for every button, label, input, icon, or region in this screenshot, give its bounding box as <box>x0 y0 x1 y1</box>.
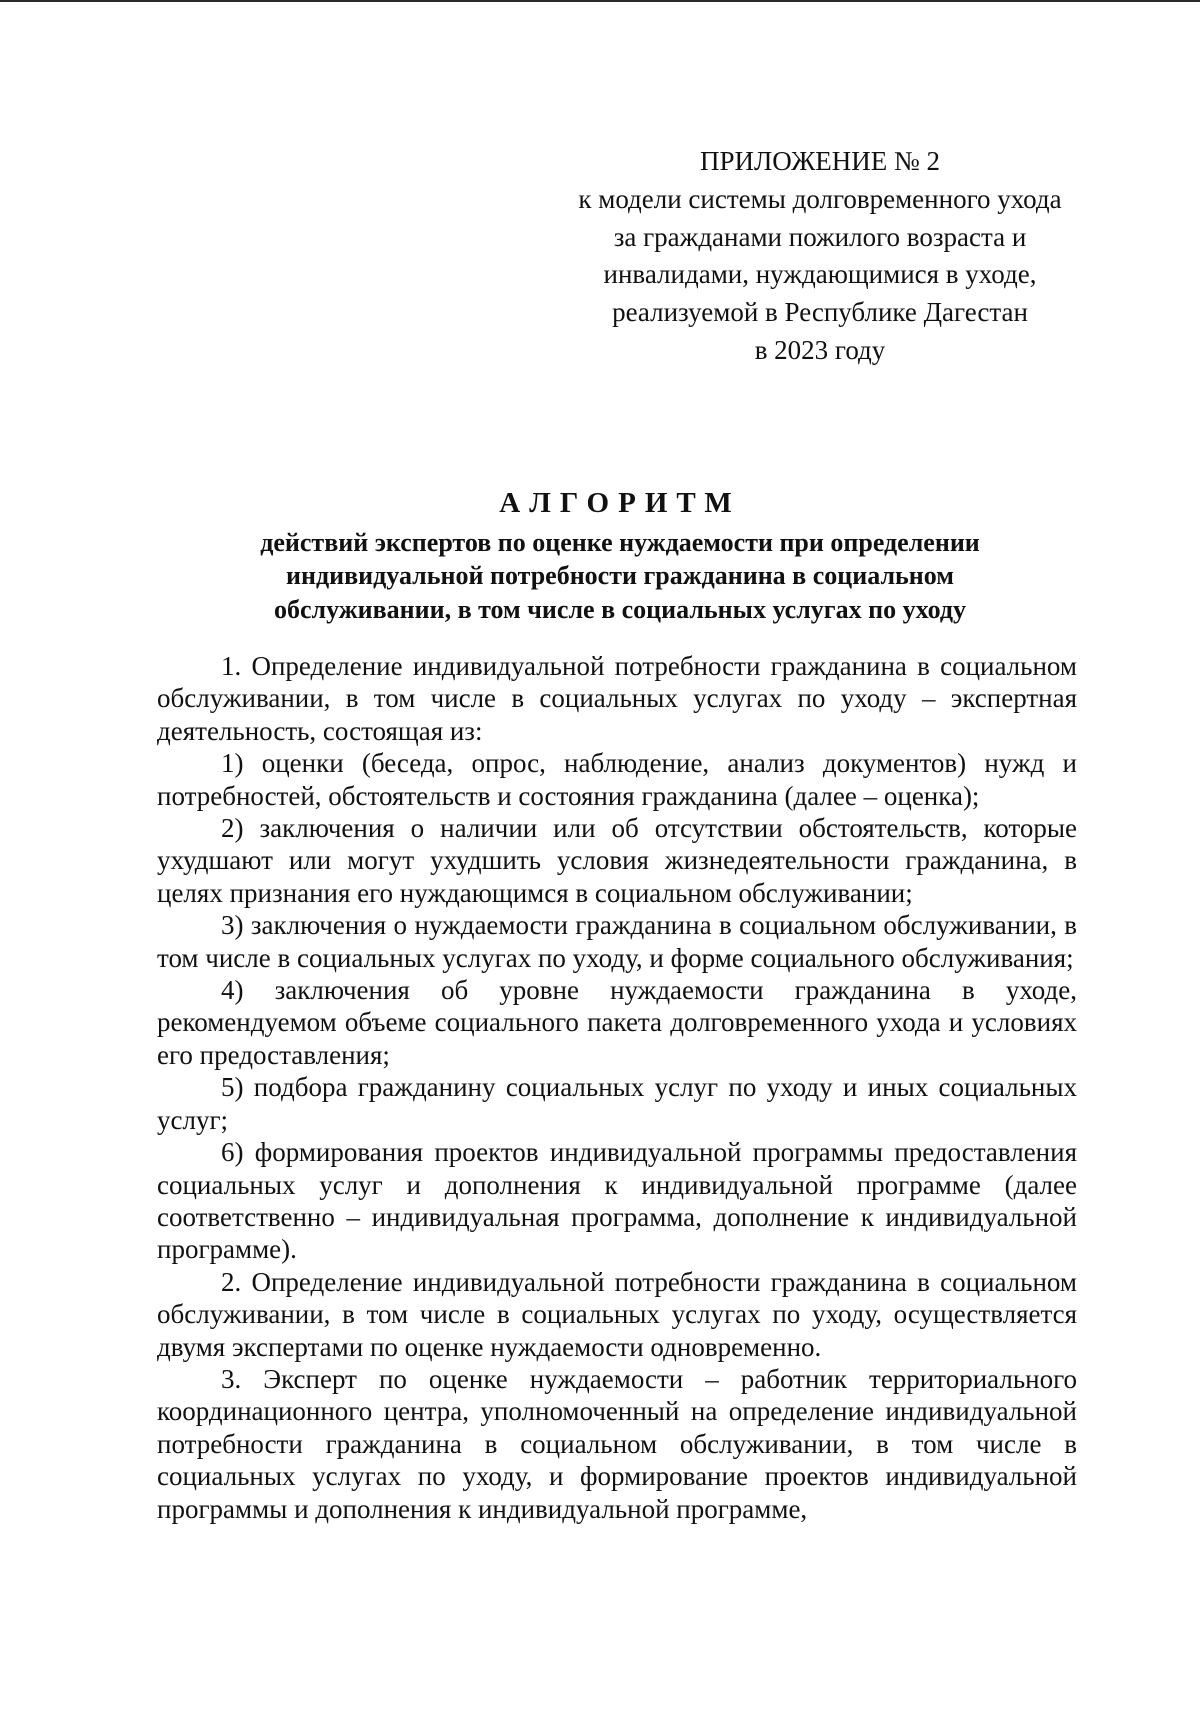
appendix-header <box>540 143 1100 370</box>
paragraph-1-item-1: 1) оценки (беседа, опрос, наблюдение, анализ документов) нужд и потребностей, обстоятельств и состояния гражданина (далее – оценка); <box>157 748 1077 811</box>
paragraph-1-item-6: 6) формирования проектов индивидуальной программы предоставления социальных услуг и дополнения к индивидуальной программе (далее соответственно – индивидуальная программа, дополнение к индивидуальной программе). <box>157 1137 1077 1265</box>
document-title <box>160 487 1080 626</box>
appendix-line: в 2023 году <box>754 334 886 365</box>
paragraph-1-item-4: 4) заключения об уровне нуждаемости гражданина в уходе, рекомендуемом объеме социального пакета долговременного ухода и условиях его предоставления; <box>157 975 1077 1070</box>
paragraph-1-item-2: 2) заключения о наличии или об отсутствии обстоятельств, которые ухудшают или могут ухудшить условия жизнедеятельности гражданина, в целях признания его нуждающимся в социальном обслуживании; <box>157 813 1077 908</box>
title-main: АЛГОРИТМ <box>499 487 741 519</box>
paragraph-3: 3. Эксперт по оценке нуждаемости – работник территориального координационного центра, уполномоченный на определение индивидуальной потребности гражданина в социальном обслуживании, в том числе в социальных услугах по уходу, и формирование проектов индивидуальной программы и дополнения к индивидуальной программе, <box>157 1363 1077 1524</box>
paragraph-1-item-3: 3) заключения о нуждаемости гражданина в социальном обслуживании, в том числе в социальных услугах по уходу, и форме социального обслуживания; <box>157 910 1077 973</box>
paragraph-1-item-5: 5) подбора гражданину социальных услуг по уходу и иных социальных услуг; <box>157 1072 1077 1135</box>
appendix-line: реализуемой в Республике Дагестан <box>612 297 1028 328</box>
appendix-line: к модели системы долговременного ухода <box>578 183 1062 214</box>
document-body <box>157 650 1077 1525</box>
appendix-line: инвалидами, нуждающимися в уходе, <box>603 259 1037 290</box>
paragraph-1: 1. Определение индивидуальной потребности гражданина в социальном обслуживании, в том числе в социальных услугах по уходу – экспертная деятельность, состоящая из: <box>157 651 1077 746</box>
page-top-border <box>0 0 1200 2</box>
title-subtitle-line: индивидуальной потребности гражданина в социальном <box>286 561 954 591</box>
paragraph-2: 2. Определение индивидуальной потребности гражданина в социальном обслуживании, в том числе в социальных услугах по уходу, осуществляется двумя экспертами по оценке нуждаемости одновременно. <box>157 1266 1077 1362</box>
appendix-line: за гражданами пожилого возраста и <box>613 221 1027 252</box>
appendix-number: ПРИЛОЖЕНИЕ № 2 <box>699 146 941 176</box>
title-subtitle-line: действий экспертов по оценке нуждаемости при определении <box>260 528 980 557</box>
title-subtitle-line: обслуживании, в том числе в социальных услугах по уходу <box>273 594 966 624</box>
